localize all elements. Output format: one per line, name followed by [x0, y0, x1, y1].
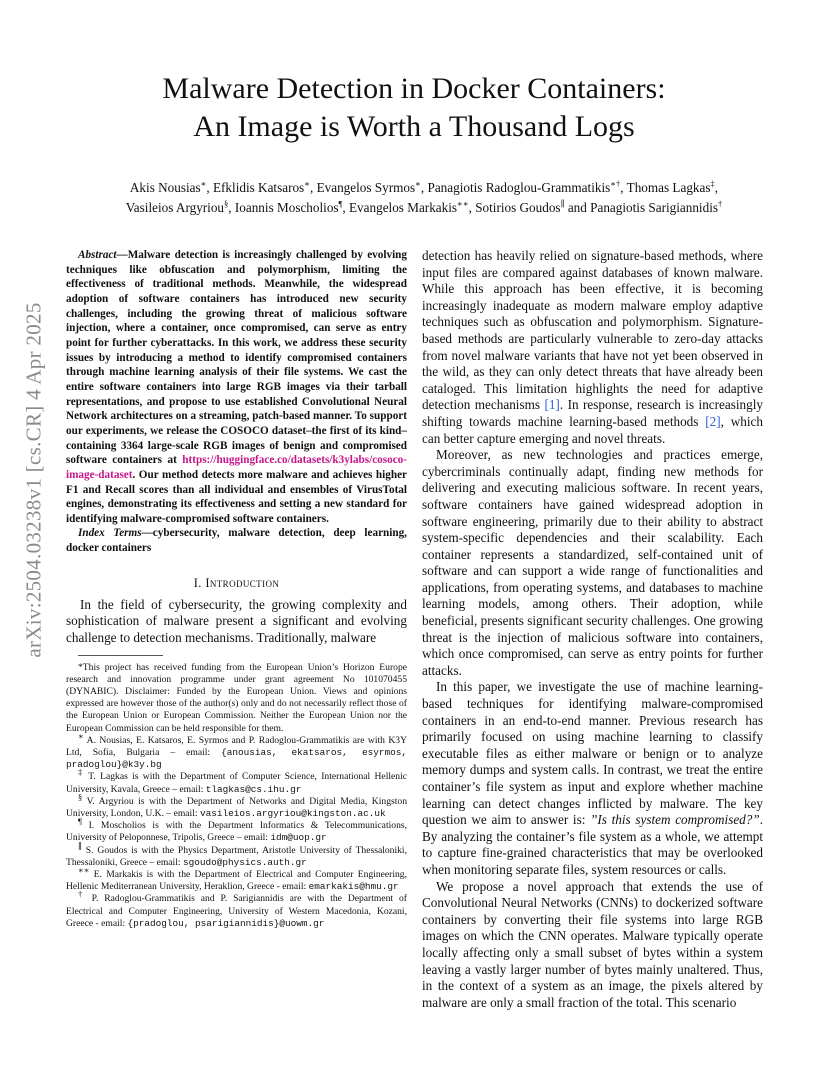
author-line-1: Akis Nousias∗, Efklidis Katsaros∗, Evangelos Syrmos∗, Panagiotis Radoglou-Grammatikis∗†, Thomas Lagkas‡,: [129, 178, 719, 195]
dataset-link[interactable]: https://huggingface.co/datasets/k3ylabs/cosoco-image-dataset: [66, 454, 407, 481]
paper-title: [80, 70, 748, 146]
intro-paragraph-3: In this paper, we investigate the use of machine learning-based techniques for identifying malware-compromised containers in an end-to-end manner. Previous research has primarily focused on using machine learning to classify executable files as either malware or benign or to analyze memory dumps and system calls. In contrast, we treat the entire container’s file system as input and explore whether machine learning can detect changes inflicted by malware. The key question we aim to answer is: ”Is this system compromised?”. By analyzing the container’s file system as a whole, we attempt to capture fine-grained characteristics that may be overlooked when monitoring separate files, system resources or calls.: [422, 679, 763, 877]
right-column: [422, 248, 763, 1011]
footnote-peloponnese: ¶ I. Moscholios is with the Department Informatics & Telecommunications, University of Peloponnese, Tripolis, Greece – email: idm@uop.gr: [66, 816, 407, 844]
intro-paragraph-1: In the field of cybersecurity, the growing complexity and sophistication of malware present a significant and evolving challenge to detection mechanisms. Traditionally, malware: [66, 596, 407, 645]
intro-paragraph-2: Moreover, as new technologies and practices emerge, cybercriminals continually adapt, finding new methods for delivering and executing malicious software. In recent years, software containers have gained widespread adoption in software engineering, primarily due to their ability to abstract system-specific dependencies and their scalability. Each container represents a standardized, self-contained unit of software and can support a wide range of functionalities and applications, from operating systems, and databases to machine learning models, among others. Their adoption, while beneficial, presents significant security challenges. One growing threat is the injection of malicious software into containers, which once compromised, can serve as entry points for further attacks.: [422, 447, 763, 678]
intro-paragraph-4: We propose a novel approach that extends the use of Convolutional Neural Networks (CNNs) to dockerized software containers by converting their file systems into large RGB images on which the CNN operates. Malware typically operate locally affecting only a small subset of bytes within a system leaving a vastly larger number of bytes mainly unaltered. Thus, in the context of a system as an image, the pixels altered by malware are only a small fraction of the total. This scenario: [422, 878, 763, 1010]
footnote-uowm: † P. Radoglou-Grammatikis and P. Sarigiannidis are with the Department of Electrical and Computer Engineering, University of Western Macedonia, Kozani, Greece - email: {pradoglou, psarigiannidis}@uowm.gr: [66, 889, 407, 929]
title-line-2: An Image is Worth a Thousand Logs: [193, 110, 635, 143]
left-column: [66, 248, 407, 930]
title-line-1: Malware Detection in Docker Containers:: [162, 72, 666, 105]
footnote-funding: *This project has received funding from the European Union’s Horizon Europe research and innovation programme under grant agreement No 101070455 (DYNABIC). Disclaimer: Funded by the European Union. Views and opinions expressed are however those of the author(s) only and do not necessarily reflect those of the European Union or European Commission. Neither the European Union nor the European Commission can be held responsible for them.: [66, 661, 407, 734]
arxiv-identifier: arXiv:2504.03238v1 [cs.CR] 4 Apr 2025: [21, 302, 46, 658]
footnote-hmu: ∗∗ E. Markakis is with the Department of Electrical and Computer Engineering, Hellenic Mediterranean University, Heraklion, Greece - email: emarkakis@hmu.gr: [66, 864, 407, 893]
footnotes: [66, 662, 407, 930]
citation-2[interactable]: [2]: [705, 413, 721, 429]
abstract: Abstract—Malware detection is increasingly challenged by evolving techniques like obfuscation and polymorphism, limiting the effectiveness of traditional methods. Meanwhile, the widespread adoption of software containers has introduced new security challenges, including the growing threat of malicious software injection, where a container, once compromised, can serve as entry point for further cyberattacks. In this work, we address these security issues by introducing a method to identify compromised containers through machine learning analysis of their file systems. We cast the entire software containers into large RGB images via their tarball representations, and propose to use established Convolutional Neural Network architectures on a streaming, patch-based manner. To support our experiments, we release the COSOCO dataset–the first of its kind–containing 3364 large-scale RGB images of benign and compromised software containers at https://huggingface.co/datasets/k3ylabs/cosoco-image-dataset. Our method detects more malware and achieves higher F1 and Recall scores than all individual and ensembles of VirusTotal engines, demonstrating its effectiveness and setting a new standard for identifying malware-compromised software containers.: [66, 249, 407, 525]
author-line-2: Vasileios Argyriou§, Ioannis Moscholios¶, Evangelos Markakis∗∗, Sotirios Goudos∥ and Panagiotis Sarigiannidis†: [125, 198, 723, 215]
footnote-auth: ∥ S. Goudos is with the Physics Department, Aristotle University of Thessaloniki, Thessaloniki, Greece – email: sgoudo@physics.auth.gr: [66, 840, 407, 868]
section-heading-introduction: I. Introduction: [193, 575, 280, 590]
footnote-kingston: § V. Argyriou is with the Department of Networks and Digital Media, Kingston University, London, U.K. – email: vasileios.argyriou@kingston.ac.uk: [66, 791, 407, 819]
footnote-rule: [78, 655, 163, 656]
author-list: [60, 178, 788, 218]
intro-paragraph-1-continued: detection has heavily relied on signature-based methods, where input files are compared against databases of known malware. While this approach has been effective, it is becoming increasingly inadequate as modern malware employ adaptive techniques such as obfuscation and polymorphism. Signature-based methods are particularly vulnerable to zero-day attacks from novel malware variants that have not yet been observed in the wild, as they can only detect threats that have already been cataloged. This limitation highlights the need for adaptive detection mechanisms [1]. In response, research is increasingly shifting towards machine learning-based methods [2], which can better capture emerging and novel threats.: [422, 248, 764, 446]
citation-1[interactable]: [1]: [544, 397, 560, 413]
footnote-k3y: ∗ A. Nousias, E. Katsaros, E. Syrmos and P. Radoglou-Grammatikis are with K3Y Ltd, Sofia, Bulgaria – email: {anousias, ekatsaros, esyrmos, pradoglou}@k3y.bg: [66, 730, 407, 771]
index-terms: Index Terms—cybersecurity, malware detection, deep learning, docker containers: [66, 527, 407, 555]
footnote-ihu: ‡ T. Lagkas is with the Department of Computer Science, International Hellenic University, Kavala, Greece – email: tlagkas@cs.ihu.gr: [66, 767, 408, 795]
